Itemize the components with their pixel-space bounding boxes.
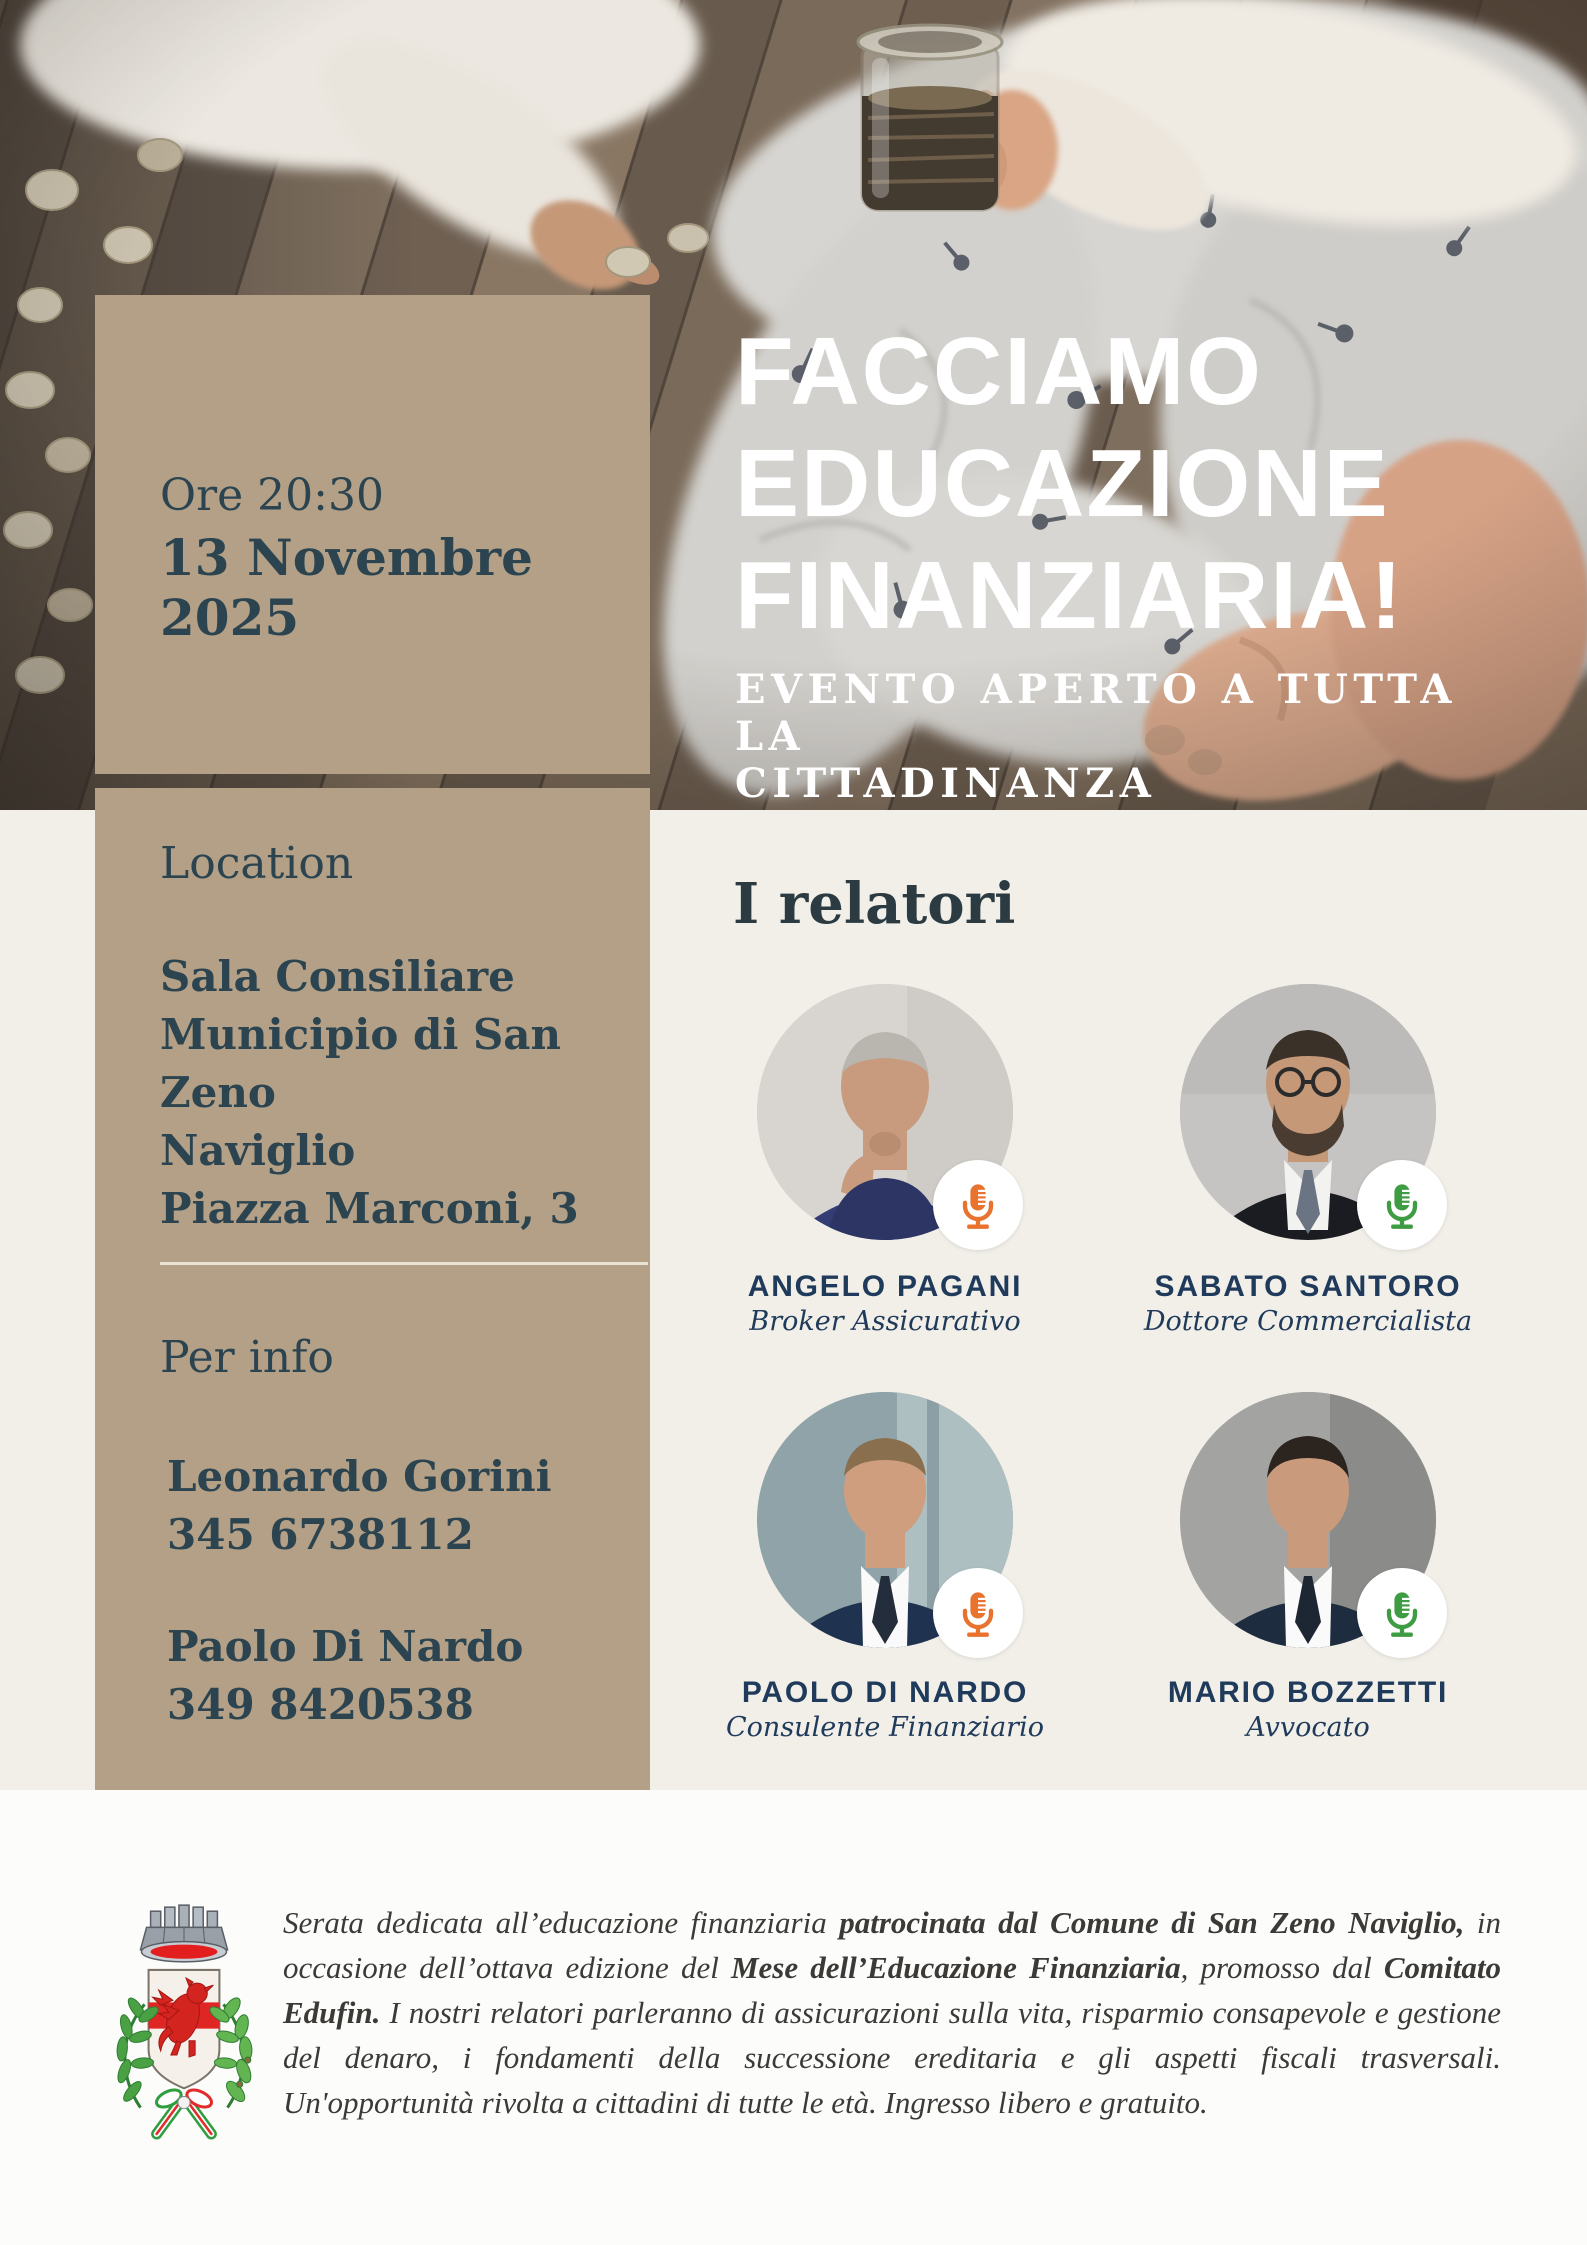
- location-address: [160, 948, 630, 1238]
- subtitle-line-2: CITTADINANZA: [735, 760, 1157, 807]
- tricolor-ribbon: [154, 2087, 214, 2134]
- coat-of-arms-illustration: [108, 1893, 260, 2141]
- speaker-name: MARIO BOZZETTI: [1167, 1676, 1449, 1709]
- speaker-role: Broker Assicurativo: [749, 1306, 1021, 1337]
- microphone-icon: [952, 1179, 1004, 1231]
- contact-entry: [167, 1618, 523, 1734]
- microphone-badge: [1357, 1160, 1447, 1250]
- description-segment-bold: Mese dell’Educazione Finanziaria: [730, 1950, 1181, 1985]
- description-segment: I nostri relatori parleranno di assicurazioni sulla vita, risparmio consapevole e gestione del denaro, i fondamenti della successione ereditaria e gli aspetti fiscali trasversali. Un'opportunità rivolta a cittadini di tutte le età. Ingresso libero e gratuito.: [283, 1995, 1501, 2120]
- speaker-name: PAOLO DI NARDO: [741, 1676, 1029, 1709]
- date-box: [95, 295, 650, 774]
- speaker-role: Dottore Commercialista: [1143, 1306, 1473, 1337]
- address-line: Municipio di San Zeno: [160, 1010, 562, 1117]
- location-heading: Location: [160, 838, 354, 889]
- speaker-role: Avvocato: [1246, 1712, 1370, 1743]
- speaker-name: SABATO SANTORO: [1154, 1270, 1462, 1303]
- contacts-heading: Per info: [160, 1332, 334, 1383]
- description-segment: , promosso dal: [1180, 1950, 1384, 1985]
- event-time: Ore 20:30: [160, 470, 384, 521]
- microphone-badge: [1357, 1568, 1447, 1658]
- event-title: [735, 316, 1535, 652]
- event-description: [283, 1900, 1501, 2125]
- address-line: Naviglio: [160, 1126, 356, 1175]
- address-line: Piazza Marconi, 3: [160, 1184, 579, 1233]
- contact-phone: 349 8420538: [167, 1680, 474, 1729]
- microphone-icon: [1376, 1179, 1428, 1231]
- contact-phone: 345 6738112: [167, 1510, 474, 1559]
- speaker-role: Consulente Finanziario: [726, 1712, 1044, 1743]
- microphone-icon: [952, 1587, 1004, 1639]
- contact-entry: [167, 1448, 552, 1564]
- divider-line: [160, 1262, 648, 1265]
- address-line: Sala Consiliare: [160, 952, 515, 1001]
- contact-name: Paolo Di Nardo: [167, 1622, 524, 1671]
- info-column: [95, 788, 650, 1790]
- event-date: 13 Novembre 2025: [160, 528, 533, 647]
- description-segment-bold: patrocinata dal Comune di San Zeno Naviglio,: [839, 1905, 1465, 1940]
- speaker-name: ANGELO PAGANI: [747, 1270, 1023, 1303]
- title-line-1: FACCIAMO: [735, 318, 1263, 425]
- title-line-2: EDUCAZIONE: [735, 430, 1390, 537]
- description-segment: Serata dedicata all’educazione finanziaria: [283, 1905, 840, 1940]
- mural-crown: [140, 1905, 227, 1962]
- subtitle-line-1: EVENTO APERTO A TUTTA LA: [735, 666, 1457, 760]
- contact-name: Leonardo Gorini: [167, 1452, 552, 1501]
- description-segment: in occasione dell’ottava edizione del: [283, 1905, 1502, 1985]
- description-segment-bold: Comitato Edufin.: [283, 1950, 1501, 2030]
- event-subtitle: [735, 666, 1535, 807]
- shield: [149, 1970, 220, 2088]
- microphone-badge: [933, 1160, 1023, 1250]
- title-line-3: FINANZIARIA!: [735, 542, 1405, 649]
- municipal-coat-of-arms: [108, 1893, 260, 2141]
- speakers-heading: I relatori: [733, 871, 1016, 937]
- microphone-badge: [933, 1568, 1023, 1658]
- microphone-icon: [1376, 1587, 1428, 1639]
